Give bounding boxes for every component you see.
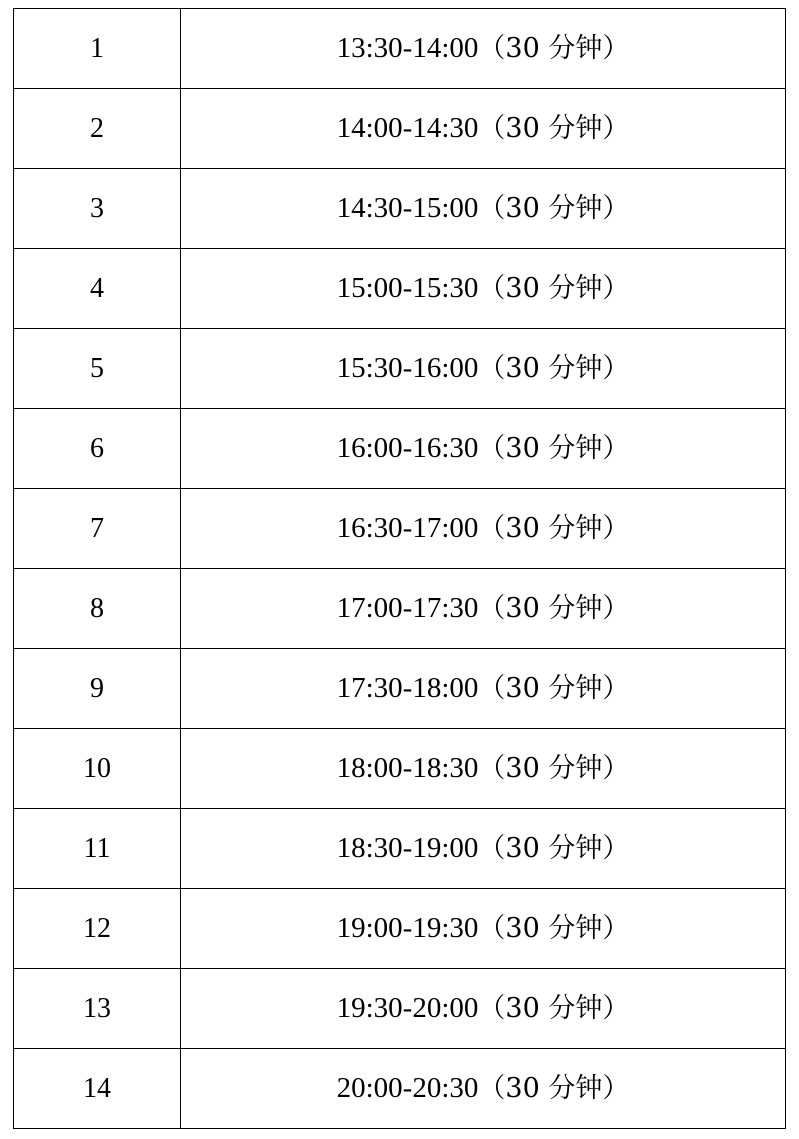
time-slot-table [13, 8, 786, 1129]
slot-time: 17:30-18:00 [336, 672, 479, 704]
slot-duration: （30 分钟） [478, 593, 630, 624]
slot-duration: （30 分钟） [478, 273, 630, 304]
table-row [14, 409, 786, 489]
row-index: 6 [14, 409, 181, 489]
table-row [14, 489, 786, 569]
row-slot [181, 569, 786, 649]
row-index: 10 [14, 729, 181, 809]
row-slot [181, 889, 786, 969]
row-slot [181, 809, 786, 889]
row-slot [181, 489, 786, 569]
slot-duration: （30 分钟） [478, 673, 630, 704]
slot-time: 16:30-17:00 [336, 512, 479, 544]
table-row [14, 249, 786, 329]
row-index: 1 [14, 9, 181, 89]
table-row [14, 169, 786, 249]
slot-duration: （30 分钟） [478, 1073, 630, 1104]
row-index: 2 [14, 89, 181, 169]
slot-duration: （30 分钟） [478, 353, 630, 384]
slot-time: 19:30-20:00 [336, 992, 479, 1024]
slot-duration: （30 分钟） [478, 513, 630, 544]
table-row [14, 9, 786, 89]
slot-time: 17:00-17:30 [336, 592, 479, 624]
table-row [14, 729, 786, 809]
slot-duration: （30 分钟） [478, 113, 630, 144]
slot-duration: （30 分钟） [478, 193, 630, 224]
slot-duration: （30 分钟） [478, 833, 630, 864]
table-row [14, 1049, 786, 1129]
row-index: 9 [14, 649, 181, 729]
slot-duration: （30 分钟） [478, 913, 630, 944]
row-index: 12 [14, 889, 181, 969]
slot-duration: （30 分钟） [478, 433, 630, 464]
row-slot [181, 329, 786, 409]
row-index: 5 [14, 329, 181, 409]
table-row [14, 969, 786, 1049]
slot-time: 14:00-14:30 [336, 112, 479, 144]
table-body [14, 9, 786, 1129]
row-slot [181, 169, 786, 249]
slot-time: 14:30-15:00 [336, 192, 479, 224]
row-index: 7 [14, 489, 181, 569]
slot-time: 15:30-16:00 [336, 352, 479, 384]
row-slot [181, 249, 786, 329]
slot-duration: （30 分钟） [478, 753, 630, 784]
slot-time: 16:00-16:30 [336, 432, 479, 464]
slot-time: 19:00-19:30 [336, 912, 479, 944]
table-row [14, 809, 786, 889]
row-index: 13 [14, 969, 181, 1049]
row-slot [181, 9, 786, 89]
row-index: 8 [14, 569, 181, 649]
table-row [14, 89, 786, 169]
slot-time: 15:00-15:30 [336, 272, 479, 304]
row-index: 4 [14, 249, 181, 329]
slot-time: 20:00-20:30 [336, 1072, 479, 1104]
row-slot [181, 969, 786, 1049]
table-row [14, 649, 786, 729]
table-row [14, 329, 786, 409]
row-slot [181, 409, 786, 489]
slot-duration: （30 分钟） [478, 33, 630, 64]
row-slot [181, 1049, 786, 1129]
table-row [14, 889, 786, 969]
slot-time: 18:30-19:00 [336, 832, 479, 864]
table-row [14, 569, 786, 649]
row-index: 11 [14, 809, 181, 889]
row-index: 3 [14, 169, 181, 249]
row-slot [181, 729, 786, 809]
row-slot [181, 89, 786, 169]
slot-duration: （30 分钟） [478, 993, 630, 1024]
row-slot [181, 649, 786, 729]
slot-time: 18:00-18:30 [336, 752, 479, 784]
row-index: 14 [14, 1049, 181, 1129]
slot-time: 13:30-14:00 [336, 32, 479, 64]
